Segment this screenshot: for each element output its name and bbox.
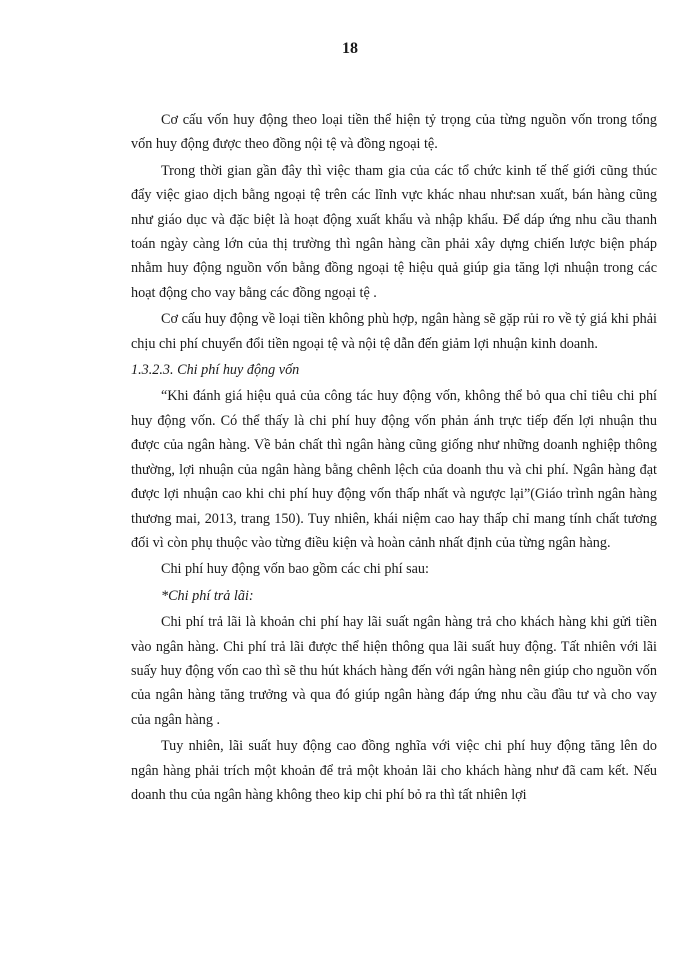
subheading-interest-cost: *Chi phí trả lãi: (161, 587, 254, 604)
paragraph-high-rate-effect: Tuy nhiên, lãi suất huy động cao đồng nghĩa với việc chi phí huy động tăng lên do ngân hàng phải trích một khoản để trả một khoản lãi cho khách hàng như đã cam kết. Nếu doanh thu của ngân hàng không theo kip chi phí bỏ ra thì tất nhiên lợi (131, 738, 657, 803)
paragraph-exchange-risk: Cơ cấu huy động về loại tiền không phù hợp, ngân hàng sẽ gặp rủi ro về tỷ giá khi phải chịu chi phí chuyển đổi tiền ngoại tệ và nội tệ dẫn đến giảm lợi nhuận kinh doanh. (131, 311, 657, 352)
paragraph-foreign-currency: Trong thời gian gần đây thì việc tham gia của các tổ chức kinh tế thế giới cũng thúc đẩy việc giao dịch bằng ngoại tệ trên các lĩnh vực khác nhau như:san xuất, bán hàng cũng như giáo dục và đặc biệt là hoạt động xuất khẩu và nhập khẩu. Để dáp ứng nhu cầu thanh toán ngày càng lớn của thị trường thì ngân hàng cần phải xây dựng chiến lược biện pháp nhằm huy động nguồn vốn bằng đồng ngoại tệ hiệu quả giúp gia tăng lợi nhuận trong các hoạt động cho vay bằng các đồng ngoại tệ . (131, 162, 657, 301)
section-heading: 1.3.2.3. Chi phí huy động vốn (131, 362, 300, 379)
paragraph-currency-structure: Cơ cấu vốn huy động theo loại tiền thể hiện tỷ trọng của từng nguồn vốn trong tổng vốn huy động được theo đồng nội tệ và đồng ngoại tệ. (131, 112, 657, 153)
paragraph-interest-cost: Chi phí trả lãi là khoản chi phí hay lãi suất ngân hàng trả cho khách hàng khi gửi tiền vào ngân hàng. Chi phí trả lãi được thể hiện thông qua lãi suất huy động. Tất nhiên với lãi suấy huy động vốn cao thì sẽ thu hút khách hàng đến với ngân hàng nên giúp cho nguồn vốn của ngân hàng tăng trưởng và qua đó giúp ngân hàng đáp ứng nhu cầu đầu tư và cho vay của ngân hàng . (131, 614, 657, 728)
paragraph-cost-quote: “Khi đánh giá hiệu quả của công tác huy động vốn, không thể bỏ qua chỉ tiêu chi phí huy động vốn. Có thể thấy là chi phí huy động vốn phản ánh trực tiếp đến lợi nhuận thu được của ngân hàng. Về bản chất thì ngân hàng cũng giống như những doanh nghiệp thông thường, lợi nhuận của ngân hàng bằng chênh lệch của doanh thu và chi phí. Ngân hàng đạt được lợi nhuận cao khi chi phí huy động vốn thấp nhất và ngược lại”(Giáo trình ngân hàng thương mai, 2013, trang 150). Tuy nhiên, khái niệm cao hay thấp chỉ mang tính chất tương đối vì còn phụ thuộc vào từng điều kiện và hoàn cảnh nhất định của từng ngân hàng. (131, 388, 657, 551)
page-number: 18 (342, 40, 358, 57)
document-body (131, 108, 657, 809)
paragraph-cost-list-intro: Chi phí huy động vốn bao gồm các chi phí sau: (161, 561, 429, 578)
